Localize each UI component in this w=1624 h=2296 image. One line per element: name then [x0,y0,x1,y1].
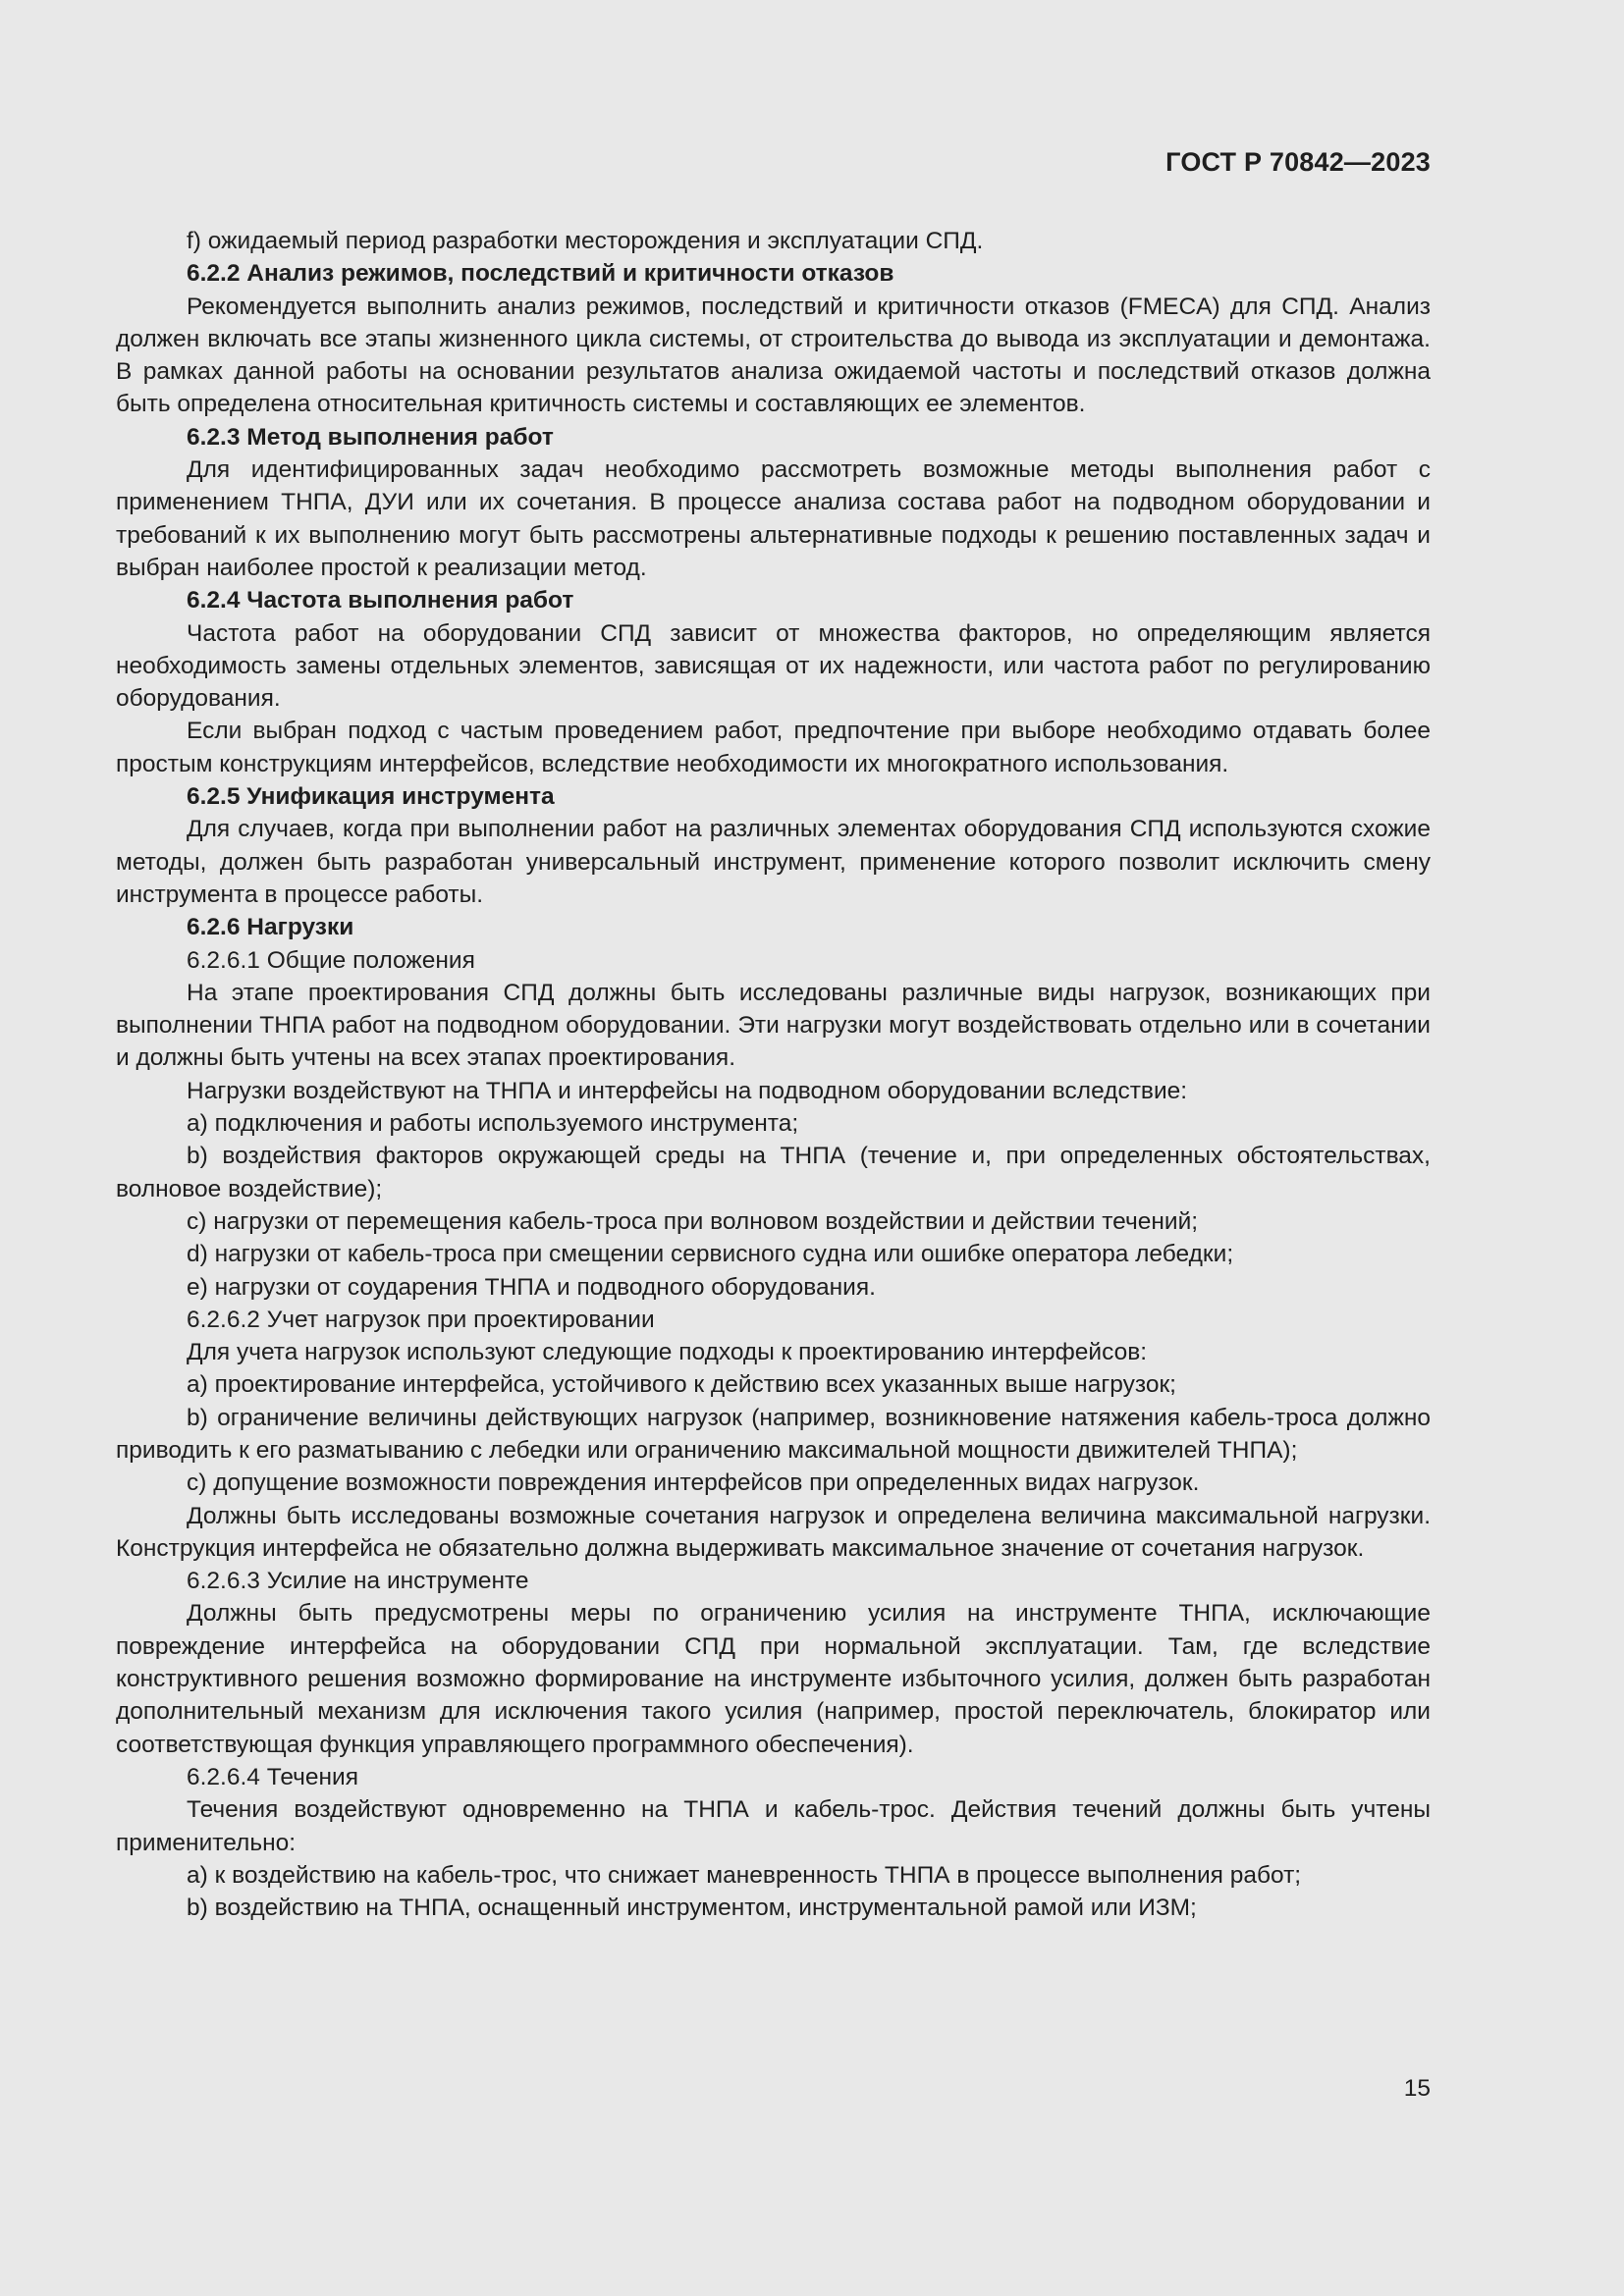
document-number-header: ГОСТ Р 70842—2023 [1165,147,1431,177]
paragraph: На этапе проектирования СПД должны быть исследованы различные виды нагрузок, возникающих при выполнении ТНПА работ на подводном оборудовании. Эти нагрузки могут воздействовать отдельно или в сочетании и должны быть учтены на всех этапах проектирования. [116,979,1431,1072]
paragraph: c) нагрузки от перемещения кабель-троса при волновом воздействии и действии течений; [187,1207,1199,1235]
paragraph: Течения воздействуют одновременно на ТНПА и кабель-трос. Действия течений должны быть учтены применительно: [116,1796,1431,1856]
section-heading: 6.2.2 Анализ режимов, последствий и критичности отказов [187,260,894,288]
section-heading: 6.2.5 Унификация инструмента [187,783,555,811]
paragraph: a) к воздействию на кабель-трос, что снижает маневренность ТНПА в процессе выполнения работ; [187,1861,1302,1889]
paragraph: Для идентифицированных задач необходимо рассмотреть возможные методы выполнения работ с применением ТНПА, ДУИ или их сочетания. В процессе анализа состава работ на подводном оборудовании и требований к их выполнению могут быть рассмотрены альтернативные подходы к решению поставленных задач и выбран наиболее простой к реализации метод. [116,456,1431,581]
paragraph: f) ожидаемый период разработки месторождения и эксплуатации СПД. [187,228,984,254]
paragraph: a) подключения и работы используемого инструмента; [187,1110,799,1138]
section-heading: 6.2.3 Метод выполнения работ [187,423,554,451]
paragraph: a) проектирование интерфейса, устойчивого к действию всех указанных выше нагрузок; [187,1371,1176,1399]
section-heading: 6.2.6 Нагрузки [187,914,354,941]
paragraph: 6.2.6.4 Течения [187,1763,359,1790]
paragraph: Нагрузки воздействуют на ТНПА и интерфейсы на подводном оборудовании вследствие: [187,1077,1188,1104]
document-body [116,225,1431,1924]
paragraph: Если выбран подход с частым проведением работ, предпочтение при выборе необходимо отдавать более простым конструкциям интерфейсов, вследствие необходимости их многократного использования. [116,718,1431,777]
paragraph: 6.2.6.2 Учет нагрузок при проектировании [187,1306,655,1333]
paragraph: Должны быть предусмотрены меры по ограничению усилия на инструменте ТНПА, исключающие повреждение интерфейса на оборудовании СПД при нормальной эксплуатации. Там, где вследствие конструктивного решения возможно формирование на инструменте избыточного усилия, должен быть разработан дополнительный механизм для исключения такого усилия (например, простой переключатель, блокиратор или соответствующая функция управляющего программного обеспечения). [116,1600,1431,1758]
paragraph: b) воздействию на ТНПА, оснащенный инструментом, инструментальной рамой или ИЗМ; [187,1895,1197,1922]
paragraph: 6.2.6.1 Общие положения [187,946,475,974]
paragraph: Частота работ на оборудовании СПД зависит от множества факторов, но определяющим является необходимость замены отдельных элементов, зависящая от их надежности, или частота работ по регулированию оборудования. [116,619,1431,713]
paragraph: 6.2.6.3 Усилие на инструменте [187,1568,529,1595]
paragraph: b) ограничение величины действующих нагрузок (например, возникновение натяжения кабель-троса должно приводить к его разматыванию с лебедки или ограничению максимальной мощности движителей ТНПА); [116,1404,1431,1464]
paragraph: Для учета нагрузок используют следующие подходы к проектированию интерфейсов: [187,1339,1148,1366]
paragraph: Должны быть исследованы возможные сочетания нагрузок и определена величина максимальной нагрузки. Конструкция интерфейса не обязательно должна выдерживать максимальное значение от сочетания нагрузок. [116,1502,1431,1562]
paragraph: d) нагрузки от кабель-троса при смещении сервисного судна или ошибке оператора лебедки; [187,1241,1234,1268]
paragraph: Рекомендуется выполнить анализ режимов, последствий и критичности отказов (FMECA) для СПД. Анализ должен включать все этапы жизненного цикла системы, от строительства до вывода из эксплуатации и демонтажа. В рамках данной работы на основании результатов анализа ожидаемой частоты и последствий отказов должна быть определена относительная критичность системы и составляющих ее элементов. [116,293,1431,418]
section-heading: 6.2.4 Частота выполнения работ [187,587,574,614]
paragraph: Для случаев, когда при выполнении работ на различных элементах оборудования СПД используются схожие методы, должен быть разработан универсальный инструмент, применение которого позволит исключить смену инструмента в процессе работы. [116,816,1431,908]
paragraph: c) допущение возможности повреждения интерфейсов при определенных видах нагрузок. [187,1469,1200,1497]
page-number: 15 [1403,2075,1431,2102]
paragraph: e) нагрузки от соударения ТНПА и подводного оборудования. [187,1273,876,1301]
paragraph: b) воздействия факторов окружающей среды на ТНПА (течение и, при определенных обстоятельствах, волновое воздействие); [116,1143,1431,1202]
